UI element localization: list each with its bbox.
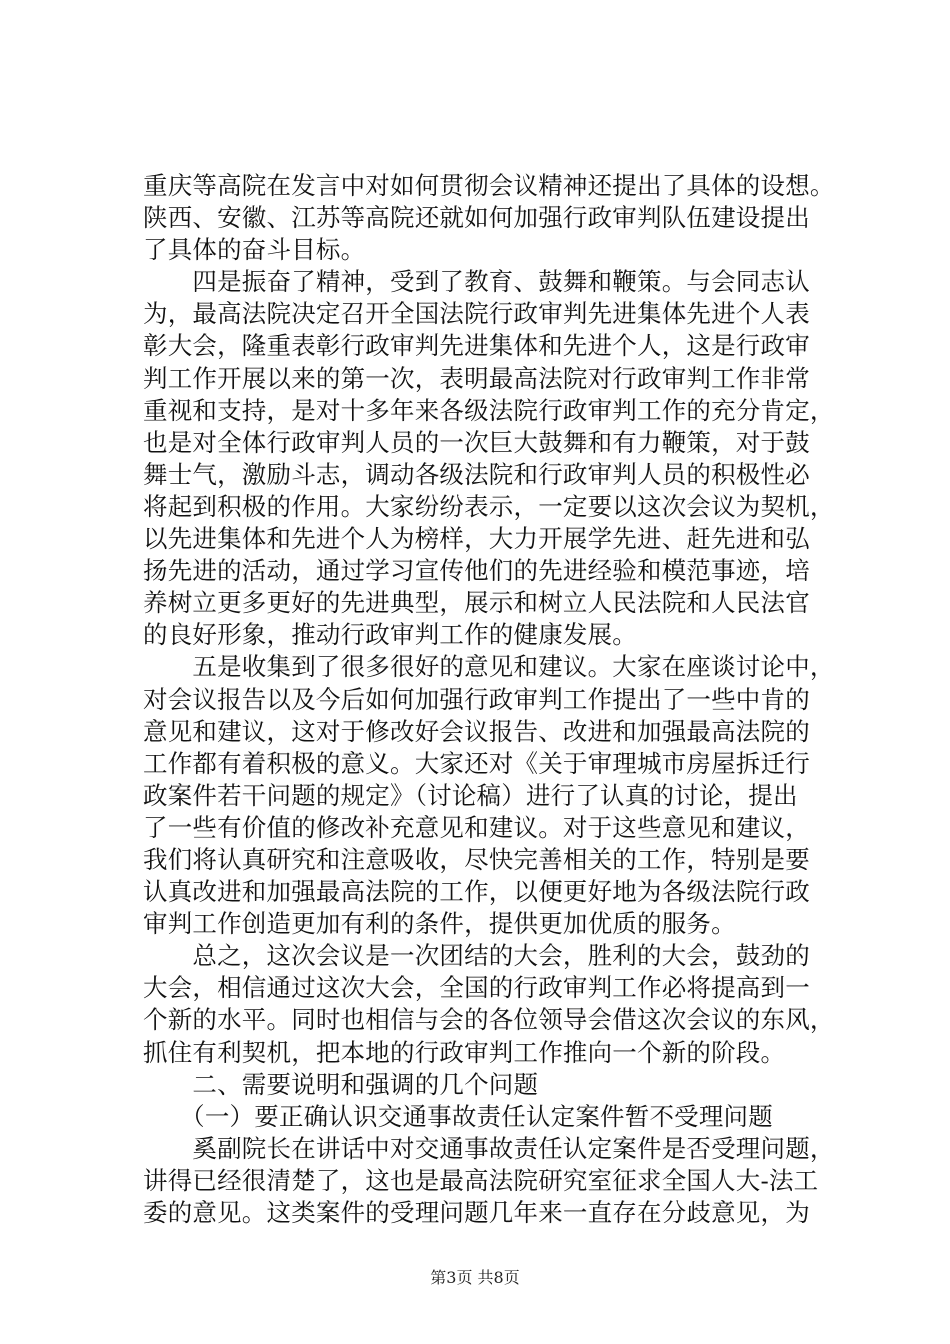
- paragraph-start-line: 五是收集到了很多很好的意见和建议。大家在座谈讨论中，: [143, 652, 835, 682]
- subsection-heading: （一）要正确认识交通事故责任认定案件暂不受理问题: [143, 1101, 773, 1131]
- text-line: 将起到积极的作用。大家纷纷表示，一定要以这次会议为契机，: [143, 491, 835, 521]
- section-heading: 二、需要说明和强调的几个问题: [143, 1069, 539, 1099]
- text-line: 意见和建议，这对于修改好会议报告、改进和加强最高法院的: [143, 716, 810, 746]
- text-line: 扬先进的活动，通过学习宣传他们的先进经验和模范事迹，培: [143, 556, 810, 586]
- text-line: 彰大会，隆重表彰行政审判先进集体和先进个人，这是行政审: [143, 331, 810, 361]
- paragraph-start-line: 四是振奋了精神，受到了教育、鼓舞和鞭策。与会同志认: [143, 267, 810, 297]
- text-line: 认真改进和加强最高法院的工作，以便更好地为各级法院行政: [143, 877, 810, 907]
- text-line: 个新的水平。同时也相信与会的各位领导会借这次会议的东风，: [143, 1005, 835, 1035]
- text-line: 为，最高法院决定召开全国法院行政审判先进集体先进个人表: [143, 299, 810, 329]
- text-line: 陕西、安徽、江苏等高院还就如何加强行政审判队伍建设提出: [143, 203, 810, 233]
- text-line: 工作都有着积极的意义。大家还对《关于审理城市房屋拆迁行: [143, 748, 810, 778]
- paragraph-start-line: 奚副院长在讲话中对交通事故责任认定案件是否受理问题，: [143, 1133, 835, 1163]
- text-line: 舞士气，激励斗志，调动各级法院和行政审判人员的积极性必: [143, 459, 810, 489]
- text-line: 重视和支持，是对十多年来各级法院行政审判工作的充分肯定，: [143, 395, 835, 425]
- text-line: 委的意见。这类案件的受理问题几年来一直存在分歧意见，为: [143, 1198, 810, 1227]
- text-line: 对会议报告以及今后如何加强行政审判工作提出了一些中肯的: [143, 684, 810, 714]
- text-line: 的良好形象，推动行政审判工作的健康发展。: [143, 620, 637, 650]
- page-number-footer: 第3页 共8页: [430, 1268, 520, 1287]
- text-line: 大会，相信通过这次大会，全国的行政审判工作必将提高到一: [143, 973, 810, 1003]
- text-line: 养树立更多更好的先进典型，展示和树立人民法院和人民法官: [143, 588, 810, 618]
- text-line: 抓住有利契机，把本地的行政审判工作推向一个新的阶段。: [143, 1037, 786, 1067]
- paragraph-start-line: 总之，这次会议是一次团结的大会，胜利的大会，鼓劲的: [143, 941, 810, 971]
- text-line: 判工作开展以来的第一次，表明最高法院对行政审判工作非常: [143, 363, 810, 393]
- text-line: 也是对全体行政审判人员的一次巨大鼓舞和有力鞭策，对于鼓: [143, 427, 810, 457]
- text-line: 我们将认真研究和注意吸收，尽快完善相关的工作，特别是要: [143, 844, 810, 874]
- text-line: 以先进集体和先进个人为榜样，大力开展学先进、赶先进和弘: [143, 524, 810, 554]
- text-line: 政案件若干问题的规定》（讨论稿）进行了认真的讨论，提出: [143, 780, 798, 810]
- document-body: [143, 170, 833, 1229]
- text-line: 了一些有价值的修改补充意见和建议。对于这些意见和建议，: [143, 812, 810, 842]
- text-line: 审判工作创造更加有利的条件，提供更加优质的服务。: [143, 909, 736, 939]
- text-line: 重庆等高院在发言中对如何贯彻会议精神还提出了具体的设想。: [143, 171, 835, 200]
- text-line: 讲得已经很清楚了，这也是最高法院研究室征求全国人大-法工: [143, 1165, 819, 1195]
- text-line: 了具体的奋斗目标。: [143, 235, 366, 265]
